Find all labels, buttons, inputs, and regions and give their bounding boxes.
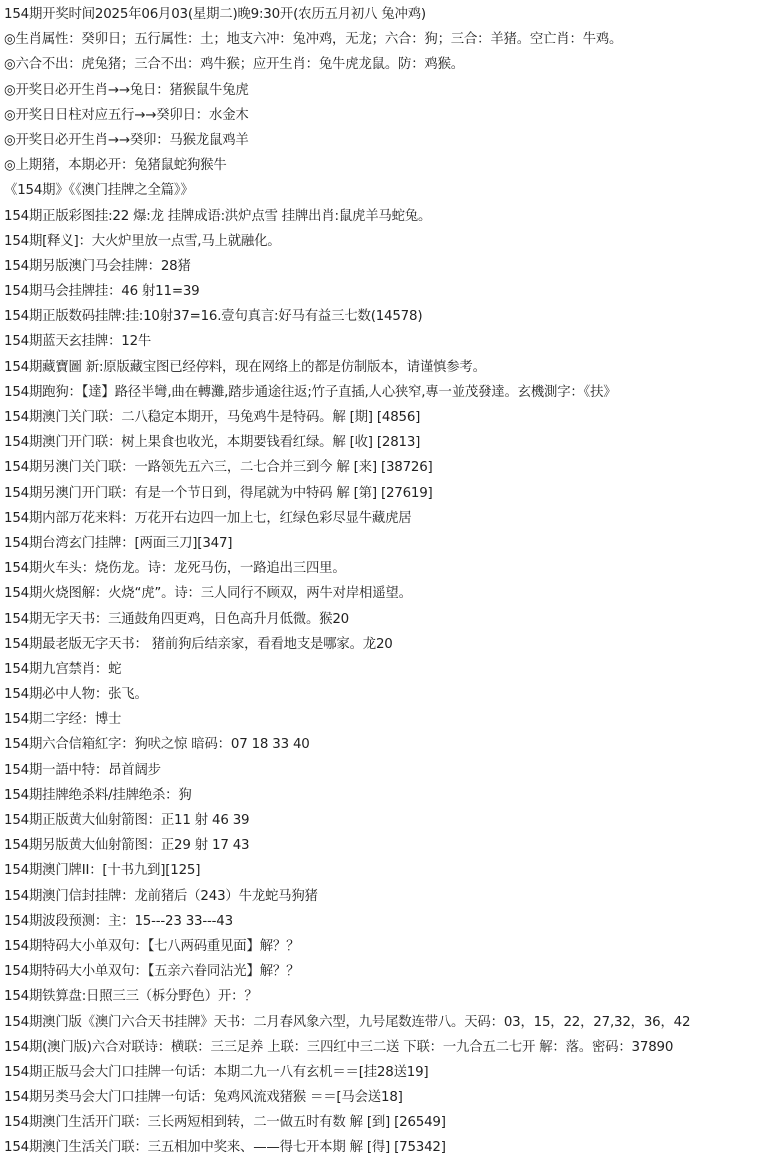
text-line-alt-close-door-couplet: 154期另澳门关门联：一路领先五六三，二七合并三到今 解 [来] [38726] [4,460,433,476]
text-line-nine-palace: 154期九宫禁肖：蛇 [4,661,122,677]
text-line-iron-abacus: 154期铁算盘:日照三三（柝分野色）开：？ [4,989,258,1005]
text-line-draw-day-zodiac: ◎开奖日必开生肖→→兔日：猪猴鼠牛兔虎 [4,82,249,98]
text-line-size-odd-even-2: 154期特码大小单双句：【五亲六眷同沾光】解？？ [4,964,300,980]
text-line-must-person: 154期必中人物：张飞。 [4,687,148,703]
text-line-open-door-couplet: 154期澳门开门联：树上果食也收光，本期要钱看红绿。解 [收] [2813] [4,435,421,451]
text-line-life-close-couplet: 154期澳门生活关门联：三五相加中奖来、——得七开本期 解 [得] [75342] [4,1140,446,1156]
text-line-alt-horse-club: 154期另版澳门马会挂牌：28猪 [4,258,191,274]
text-line-envelope-listing: 154期澳门信封挂牌：龙前猪后（243）牛龙蛇马狗猪 [4,888,318,904]
text-line-alt-open-door-couplet: 154期另澳门开门联：有是一个节日到，得尾就为中特码 解 [第] [27619] [4,485,433,501]
text-line-close-door-couplet: 154期澳门关门联：二八稳定本期开，马兔鸡牛是特码。解 [期] [4856] [4,410,421,425]
text-line-treasure-map: 154期藏寶圖 新:原版藏宝图已经停料，现在网络上的都是仿制版本，请谨慎参考。 [4,359,486,375]
text-line-heavenly-book: 154期澳门版《澳门六合天书挂牌》天书：二月春风象六型，九号尾数连带八。天码：03，15，22，27,32，36，42 [4,1014,691,1030]
text-line-train-head: 154期火车头：烧伤龙。诗：龙死马伤，一路追出三四里。 [4,561,346,577]
text-line-two-word: 154期二字经：博士 [4,712,122,728]
text-line-explanation: 154期[释义]：大火炉里放一点雪,马上就融化。 [4,233,281,249]
text-line-wordless-book: 154期无字天书：三通鼓角四更鸡，日色高升月低微。猴20 [4,611,349,627]
text-line-guimao-zodiac: ◎开奖日必开生肖→→癸卯：马猴龙鼠鸡羊 [4,132,249,148]
text-line-official-color-chart: 154期正版彩图挂:22 爆:龙 挂牌成语:洪炉点雪 挂牌出肖:鼠虎羊马蛇兔。 [4,208,432,224]
text-line-horse-club: 154期马会挂牌挂：46 射11=39 [4,284,200,300]
text-line-absolute-kill: 154期挂牌绝杀料/挂牌绝杀：狗 [4,787,192,803]
text-line-band-prediction: 154期波段预测：主：15---23 33---43 [4,913,233,929]
text-line-previous-period: ◎上期猪，本期必开：兔猪鼠蛇狗猴牛 [4,158,227,174]
text-line-draw-time: 154期开奖时间2025年06月03(星期二)晚9:30开(农历五月初八 兔冲鸡) [4,7,426,22]
text-line-macau-plate: 154期澳门牌II：[十书九到][125] [4,863,201,879]
text-line-alt-gate-sentence: 154期另类马会大门口挂牌一句话：兔鸡风流戏猪猴 ＝＝[马会送18] [4,1090,403,1106]
text-line-oldest-wordless-book: 154期最老版无字天书： 猪前狗后结亲家，看看地支是哪家。龙20 [4,636,393,652]
text-line-taiwan-listing: 154期台湾玄门挂牌：[两面三刀][347] [4,535,233,551]
text-line-liuhe-not-out: ◎六合不出：虎兔猪；三合不出：鸡牛猴；应开生肖：兔牛虎龙鼠。防：鸡猴。 [4,57,464,73]
text-line-alt-archery-chart: 154期另版黄大仙射箭图：正29 射 17 43 [4,838,250,854]
text-line-mailbox-red: 154期六合信箱紅字：狗吠之惊 暗码：07 18 33 40 [4,737,310,753]
text-line-zodiac-attributes: ◎生肖属性：癸卯日；五行属性：土；地支六冲：兔冲鸡，无龙；六合：狗；三合：羊猪。空亡肖：牛鸡。 [4,32,623,48]
text-line-day-pillar-elements: ◎开奖日日柱对应五行→→癸卯日：水金木 [4,107,249,123]
text-line-life-open-couplet: 154期澳门生活开门联：三长两短相到转，二一做五时有数 解 [到] [26549] [4,1115,446,1131]
text-line-couplet-poem: 154期(澳门版)六合对联诗：横联：三三足养 上联：三四红中三二送 下联：一九合五二七开 解：落。密码：37890 [4,1039,674,1055]
text-line-gate-sentence: 154期正版马会大门口挂牌一句话：本期二九一八有玄机＝＝[挂28送19] [4,1064,429,1080]
text-line-size-odd-even-1: 154期特码大小单双句：【七八两码重见面】解？？ [4,938,300,954]
text-line-one-sentence: 154期一語中特：昂首阔步 [4,762,161,778]
text-line-section-title: 《154期》《《澳门挂牌之全篇》》 [4,183,194,199]
text-line-digital-listing: 154期正版数码挂牌:挂:10射37=16.壹句真言:好马有益三七数(14578) [4,309,423,325]
text-line-archery-chart: 154期正版黄大仙射箭图：正11 射 46 39 [4,813,250,828]
text-line-running-dog: 154期跑狗：【達】路径半彎,曲在轉灘,踏步通途往返;竹子直插,人心狭窄,專一並茂發達。玄機測字：《扶》 [4,384,617,400]
text-line-fire-burn: 154期火烧图解：火烧“虎”。诗：三人同行不顾双，两牛对岸相遥望。 [4,586,412,602]
text-line-blue-sky: 154期蓝天玄挂牌：12牛 [4,334,152,350]
text-line-flower-source: 154期内部万花来料：万花开右边四一加上七，红绿色彩尽显牛藏虎居 [4,510,412,526]
